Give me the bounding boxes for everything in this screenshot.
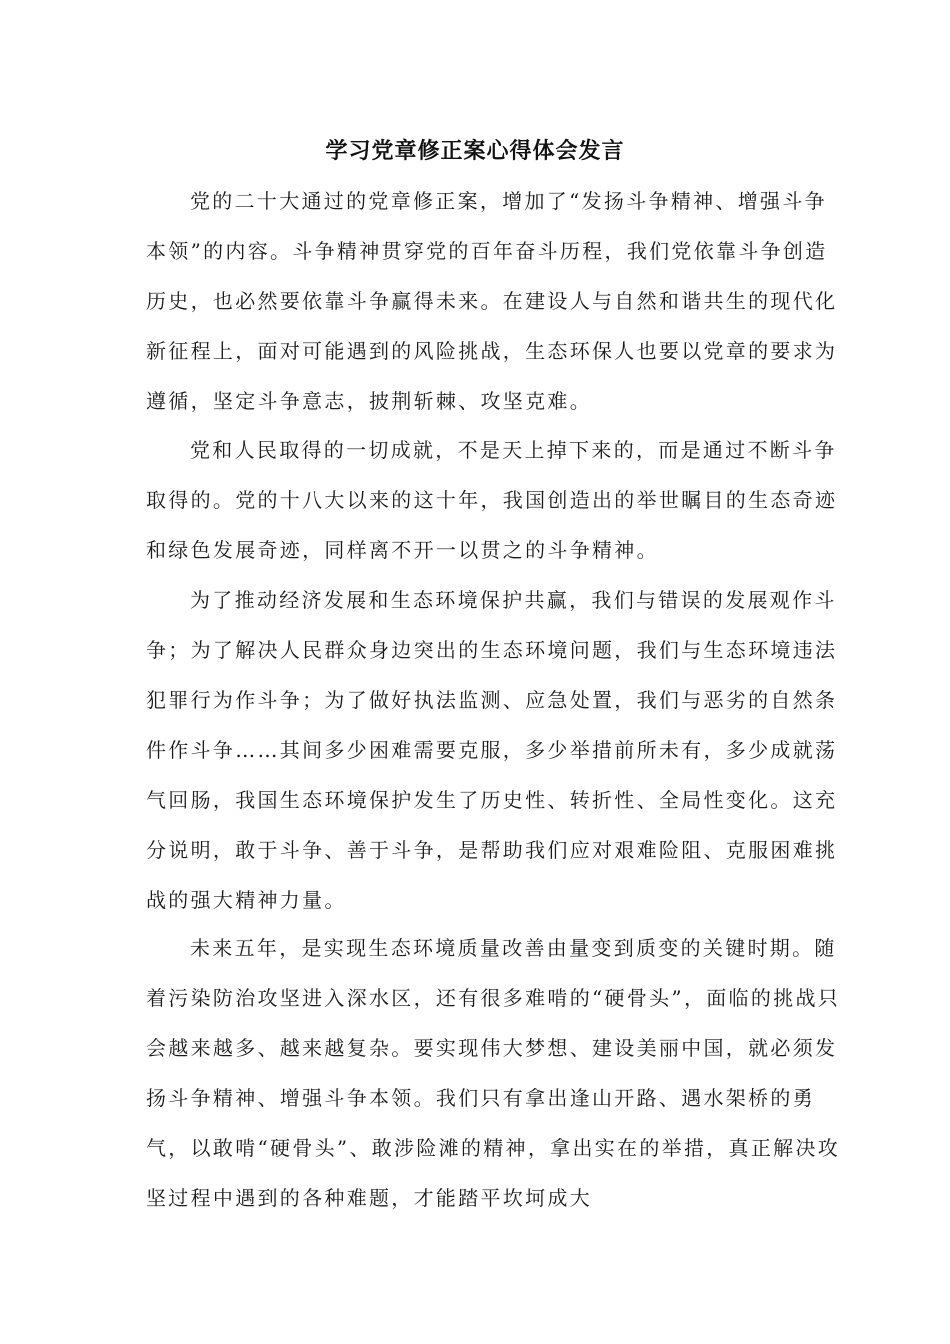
paragraph-1: 党的二十大通过的党章修正案，增加了“发扬斗争精神、增强斗争本领”的内容。斗争精神贯穿党的百年奋斗历程，我们党依靠斗争创造历史，也必然要依靠斗争赢得未来。在建设人与自然和谐共生的现代化新征程上，面对可能遇到的风险挑战，生态环保人也要以党章的要求为遵循，坚定斗争意志，披荆斩棘、攻坚克难。 bbox=[146, 189, 838, 413]
paragraph-4: 未来五年，是实现生态环境质量改善由量变到质变的关键时期。随着污染防治攻坚进入深水区，还有很多难啃的“硬骨头”，面临的挑战只会越来越多、越来越复杂。要实现伟大梦想、建设美丽中国，就必须发扬斗争精神、增强斗争本领。我们只有拿出逢山开路、遇水架桥的勇气，以敢啃“硬骨头”、敢涉险滩的精神，拿出实在的举措，真正解决攻坚过程中遇到的各种难题，才能踏平坎坷成大 bbox=[146, 936, 841, 1210]
paragraph-2: 党和人民取得的一切成就，不是天上掉下来的，而是通过不断斗争取得的。党的十八大以来的这十年，我国创造出的举世瞩目的生态奇迹和绿色发展奇迹，同样离不开一以贯之的斗争精神。 bbox=[146, 438, 838, 562]
document-title: 学习党章修正案心得体会发言 bbox=[325, 139, 625, 164]
paragraph-3: 为了推动经济发展和生态环境保护共赢，我们与错误的发展观作斗争；为了解决人民群众身边突出的生态环境问题，我们与生态环境违法犯罪行为作斗争；为了做好执法监测、应急处置，我们与恶劣的自然条件作斗争……其间多少困难需要克服，多少举措前所未有，多少成就荡气回肠，我国生态环境保护发生了历史性、转折性、全局性变化。这充分说明，敢于斗争、善于斗争，是帮助我们应对艰难险阻、克服困难挑战的强大精神力量。 bbox=[146, 588, 838, 912]
